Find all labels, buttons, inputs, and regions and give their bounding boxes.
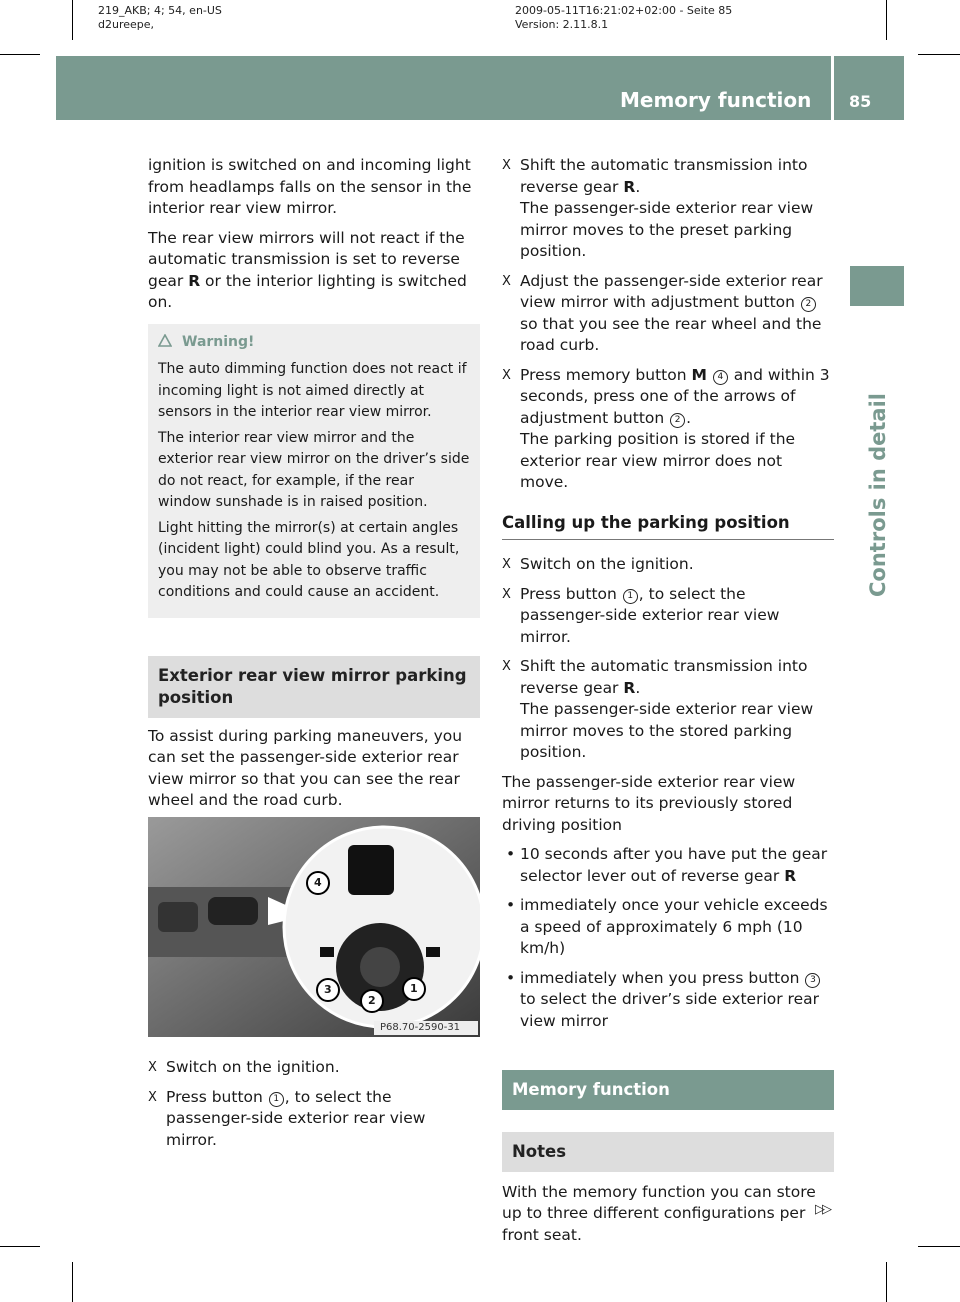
crop-mark [0, 54, 40, 55]
bullet-icon: • [506, 896, 516, 914]
step-item: X Press button 1 , to select the passenger-side exterior rear view mirror. [148, 1087, 426, 1149]
subsection-heading: Notes [502, 1132, 834, 1172]
meta-line: d2ureepe, [98, 18, 155, 31]
warning-text: The auto dimming function does not react if incoming light is not aimed directly at sensors in the interior rear view mirror. [158, 361, 467, 420]
print-meta-left [98, 4, 222, 32]
print-meta-right [515, 4, 732, 32]
step-item: X Press button 1 , to select the passenger-side exterior rear view mirror. [502, 584, 780, 646]
photo-code: P68.70-2590-31 [380, 1022, 461, 1033]
meta-line: 219_AKB; 4; 54, en-US [98, 4, 222, 17]
side-tab [850, 266, 904, 306]
side-section-label: Controls in detail [866, 393, 890, 597]
crop-mark [918, 1246, 960, 1247]
crop-mark [0, 1246, 40, 1247]
callout-1: 1 [410, 982, 418, 995]
step-arrow-icon: X [148, 1060, 157, 1075]
button-number-badge: 4 [713, 370, 728, 385]
step-arrow-icon: X [502, 367, 511, 383]
warning-text: The interior rear view mirror and the exterior rear view mirror on the driver’s side do not react, for example, if the rear window sunshade is in raised position. [158, 429, 470, 510]
warning-box [148, 324, 480, 618]
button-number-badge: 1 [623, 589, 638, 604]
paragraph: To assist during parking maneuvers, you can set the passenger-side exterior rear view mirror so that you can see the rear wheel and the road curb. [148, 726, 463, 809]
button-number-badge: 2 [801, 297, 816, 312]
page-title: Memory function [620, 88, 812, 112]
right-column [502, 155, 834, 1254]
step-arrow-icon: X [148, 1089, 157, 1105]
left-column [148, 155, 480, 874]
step-arrow-icon: X [502, 158, 511, 173]
button-number-badge: 2 [670, 413, 685, 428]
step-item: X Shift the automatic transmission into reverse gear R. The passenger-side exterior rear view mirror moves to the stored parking position. [502, 657, 814, 761]
meta-line: 2009-05-11T16:21:02+02:00 - Seite 85 [515, 4, 733, 17]
step-arrow-icon: X [502, 659, 511, 674]
callout-2: 2 [368, 994, 376, 1007]
step-item: X Adjust the passenger-side exterior rear view mirror with adjustment button 2 so that you see the rear wheel and the road curb. [502, 271, 823, 354]
bullet-icon: • [506, 845, 516, 863]
button-number-badge: 1 [269, 1092, 284, 1107]
paragraph: With the memory function you can store up to three different configurations per front seat. [502, 1182, 816, 1244]
step-arrow-icon: X [502, 557, 511, 572]
paragraph: ignition is switched on and incoming light from headlamps falls on the sensor in the interior rear view mirror. [148, 156, 472, 217]
button-number-badge: 3 [805, 973, 820, 988]
crop-mark [886, 0, 887, 40]
continue-arrows-icon: ▷▷ [815, 1202, 829, 1217]
step-item: X Press memory button M 4 and within 3 seconds, press one of the arrows of adjustment button 2 . The parking position is stored if the exterior rear view mirror does not move. [502, 365, 830, 491]
section-heading: Exterior rear view mirror parking position [148, 656, 480, 718]
warning-triangle-icon [158, 332, 174, 354]
step-item: X Shift the automatic transmission into reverse gear R. The passenger-side exterior rear view mirror moves to the preset parking position. [502, 156, 814, 260]
crop-mark [72, 0, 73, 40]
bullet-item: • immediately once your vehicle exceeds a speed of approximately 6 mph (10 km/h) [506, 896, 828, 957]
step-arrow-icon: X [502, 273, 511, 289]
warning-text: Light hitting the mirror(s) at certain angles (incident light) could blind you. As a result, you may not be able to observe traffic conditions and could cause an accident. [158, 519, 460, 600]
bullet-icon: • [506, 968, 516, 987]
step-item: X Switch on the ignition. [148, 1057, 480, 1079]
crop-mark [886, 1262, 887, 1302]
meta-line: Version: 2.11.8.1 [515, 18, 609, 31]
section-heading: Memory function [502, 1070, 834, 1110]
paragraph: The passenger-side exterior rear view mirror returns to its previously stored driving position [502, 772, 796, 834]
bullet-item: • immediately when you press button 3 to select the driver’s side exterior rear view mirror [506, 968, 819, 1030]
subsection-heading: Calling up the parking position [502, 512, 834, 541]
header-separator [831, 56, 834, 120]
left-steps [148, 1057, 480, 1159]
step-arrow-icon: X [502, 586, 511, 602]
step-item: X Switch on the ignition. [502, 554, 834, 576]
bullet-item: • 10 seconds after you have put the gear selector lever out of reverse gear R [506, 845, 828, 885]
callout-3: 3 [324, 983, 332, 996]
warning-title: Warning! [158, 332, 470, 354]
page-number: 85 [849, 92, 872, 111]
crop-mark [72, 1262, 73, 1302]
paragraph: The rear view mirrors will not react if the automatic transmission is set to reverse gear R or the interior lighting is switched on. [148, 228, 467, 311]
callout-4: 4 [314, 876, 322, 889]
crop-mark [918, 54, 960, 55]
door-control-photo [148, 817, 480, 1037]
